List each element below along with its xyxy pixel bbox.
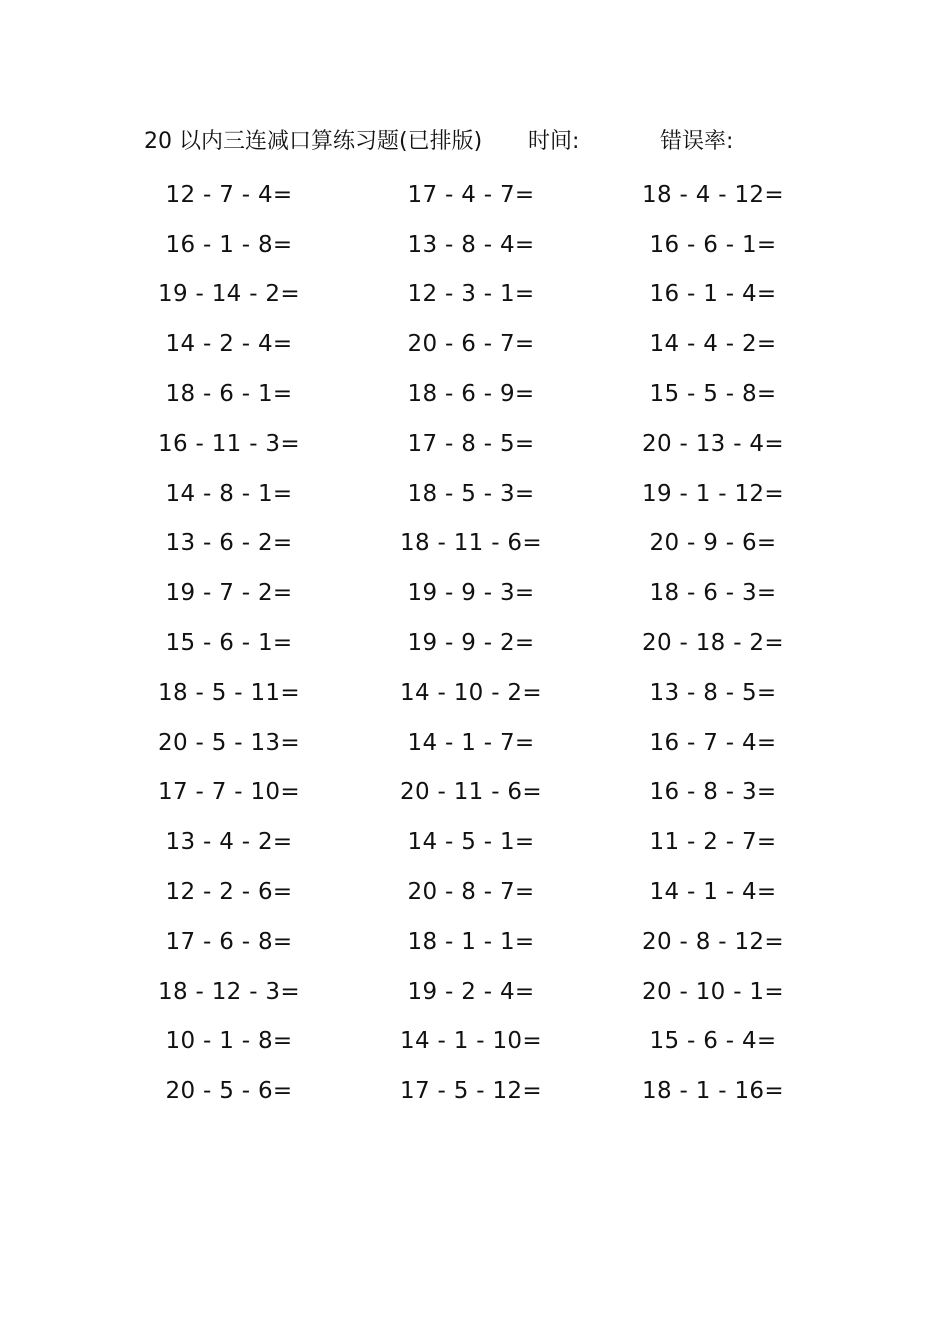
problem-row [108, 817, 842, 867]
problem-cell: 20 - 8 - 12= [642, 928, 784, 955]
worksheet-header [0, 126, 950, 158]
problem-cell: 20 - 11 - 6= [400, 779, 542, 806]
problem-cell: 16 - 7 - 4= [649, 729, 777, 756]
problem-cell: 15 - 5 - 8= [649, 381, 777, 408]
problem-row [108, 220, 842, 270]
problem-cell: 15 - 6 - 4= [649, 1028, 777, 1055]
problem-cell: 20 - 10 - 1= [642, 978, 784, 1005]
problem-row [108, 917, 842, 967]
problem-row [108, 668, 842, 718]
problem-row [108, 967, 842, 1017]
problem-cell: 12 - 2 - 6= [165, 879, 293, 906]
problem-cell: 13 - 8 - 5= [649, 679, 777, 706]
problem-cell: 20 - 9 - 6= [649, 530, 777, 557]
problem-cell: 15 - 6 - 1= [165, 630, 293, 657]
problem-cell: 14 - 1 - 10= [400, 1028, 542, 1055]
time-label: 时间: [528, 129, 580, 154]
problem-cell: 18 - 5 - 3= [407, 480, 535, 507]
problem-cell: 18 - 12 - 3= [158, 978, 300, 1005]
problem-cell: 14 - 2 - 4= [165, 331, 293, 358]
problem-row [108, 867, 842, 917]
problem-cell: 16 - 1 - 4= [649, 281, 777, 308]
problem-cell: 20 - 6 - 7= [407, 331, 535, 358]
problem-cell: 19 - 14 - 2= [158, 281, 300, 308]
problem-cell: 20 - 8 - 7= [407, 879, 535, 906]
problem-cell: 20 - 5 - 13= [158, 729, 300, 756]
problem-cell: 10 - 1 - 8= [165, 1028, 293, 1055]
problem-cell: 13 - 6 - 2= [165, 530, 293, 557]
problem-row [108, 170, 842, 220]
problem-cell: 16 - 8 - 3= [649, 779, 777, 806]
problem-cell: 14 - 1 - 7= [407, 729, 535, 756]
problem-cell: 18 - 6 - 9= [407, 381, 535, 408]
problem-row [108, 319, 842, 369]
problem-cell: 12 - 3 - 1= [407, 281, 535, 308]
problem-cell: 16 - 11 - 3= [158, 430, 300, 457]
problem-cell: 18 - 1 - 1= [407, 928, 535, 955]
problem-cell: 18 - 1 - 16= [642, 1078, 784, 1105]
problem-cell: 19 - 9 - 2= [407, 630, 535, 657]
problem-row [108, 469, 842, 519]
problem-cell: 14 - 1 - 4= [649, 879, 777, 906]
problem-row [108, 1017, 842, 1067]
problem-row [108, 369, 842, 419]
problem-row [108, 270, 842, 320]
problem-cell: 18 - 6 - 3= [649, 580, 777, 607]
problem-cell: 17 - 4 - 7= [407, 181, 535, 208]
problem-cell: 14 - 10 - 2= [400, 679, 542, 706]
problem-cell: 13 - 4 - 2= [165, 829, 293, 856]
problem-cell: 17 - 5 - 12= [400, 1078, 542, 1105]
problem-cell: 14 - 4 - 2= [649, 331, 777, 358]
problem-cell: 14 - 8 - 1= [165, 480, 293, 507]
problem-cell: 14 - 5 - 1= [407, 829, 535, 856]
problem-cell: 18 - 11 - 6= [400, 530, 542, 557]
problem-cell: 18 - 6 - 1= [165, 381, 293, 408]
problem-cell: 19 - 2 - 4= [407, 978, 535, 1005]
problem-row [108, 519, 842, 569]
problem-cell: 19 - 7 - 2= [165, 580, 293, 607]
problem-cell: 18 - 5 - 11= [158, 679, 300, 706]
problem-cell: 19 - 9 - 3= [407, 580, 535, 607]
problem-row [108, 1066, 842, 1116]
problem-cell: 17 - 6 - 8= [165, 928, 293, 955]
problem-cell: 19 - 1 - 12= [642, 480, 784, 507]
problem-row [108, 419, 842, 469]
problem-row [108, 718, 842, 768]
problem-cell: 16 - 6 - 1= [649, 231, 777, 258]
problem-cell: 11 - 2 - 7= [649, 829, 777, 856]
problem-grid [108, 170, 842, 1116]
worksheet-title: 20 以内三连减口算练习题(已排版) [144, 129, 483, 154]
problem-cell: 16 - 1 - 8= [165, 231, 293, 258]
problem-cell: 13 - 8 - 4= [407, 231, 535, 258]
problem-cell: 17 - 8 - 5= [407, 430, 535, 457]
error-rate-label: 错误率: [660, 129, 734, 154]
problem-cell: 20 - 5 - 6= [165, 1078, 293, 1105]
problem-cell: 17 - 7 - 10= [158, 779, 300, 806]
problem-row [108, 768, 842, 818]
problem-cell: 12 - 7 - 4= [165, 181, 293, 208]
problem-cell: 20 - 13 - 4= [642, 430, 784, 457]
problem-row [108, 568, 842, 618]
problem-cell: 18 - 4 - 12= [642, 181, 784, 208]
problem-cell: 20 - 18 - 2= [642, 630, 784, 657]
problem-row [108, 618, 842, 668]
